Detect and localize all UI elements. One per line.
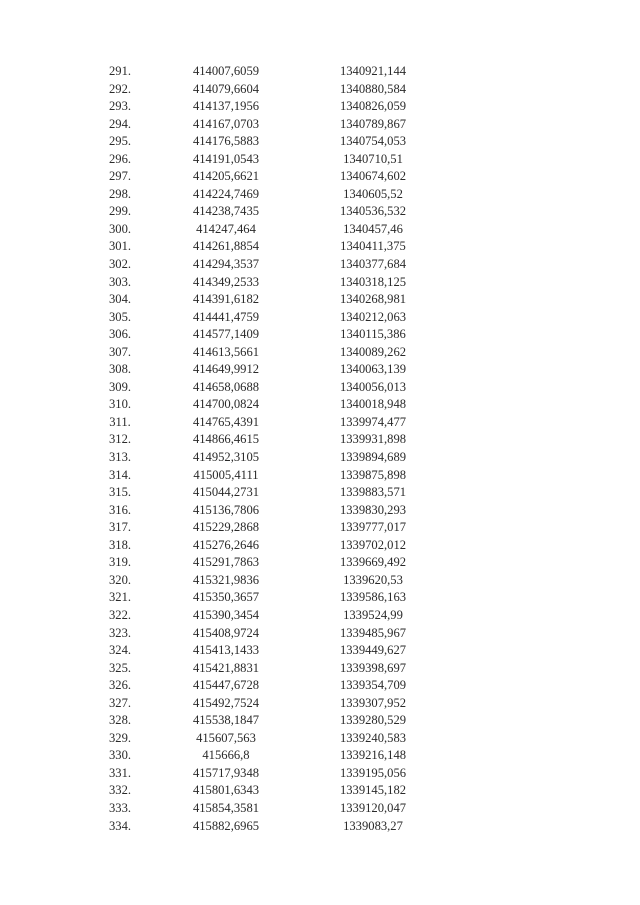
point-number-cell: 292. — [108, 81, 132, 96]
y-coordinate-cell: 1340536,532 — [339, 204, 407, 219]
table-row — [96, 660, 438, 678]
x-coordinate-cell: 414247,464 — [196, 221, 256, 236]
y-coordinate-cell: 1340710,51 — [343, 151, 403, 166]
y-coordinate-cell: 1339830,293 — [339, 502, 407, 517]
table-row — [96, 63, 438, 81]
point-number-cell: 326. — [108, 678, 132, 693]
x-coordinate-cell: 415607,563 — [196, 730, 256, 745]
x-coordinate-cell: 414205,6621 — [192, 169, 260, 184]
point-number-cell: 317. — [108, 520, 132, 535]
x-coordinate-cell: 415321,9836 — [192, 572, 260, 587]
x-coordinate-cell: 414391,6182 — [192, 292, 260, 307]
x-coordinate-cell: 415447,6728 — [192, 678, 260, 693]
y-coordinate-cell: 1340377,684 — [339, 257, 407, 272]
table-row — [96, 589, 438, 607]
table-row — [96, 625, 438, 643]
x-coordinate-cell: 415229,2868 — [192, 520, 260, 535]
x-coordinate-cell: 415801,6343 — [192, 783, 260, 798]
point-number-cell: 309. — [108, 379, 132, 394]
coordinate-table-body — [96, 63, 438, 835]
point-number-cell: 322. — [108, 607, 132, 622]
y-coordinate-cell: 1339354,709 — [339, 678, 407, 693]
table-row — [96, 467, 438, 485]
y-coordinate-cell: 1339485,967 — [339, 625, 407, 640]
x-coordinate-cell: 414079,6604 — [192, 81, 260, 96]
point-number-cell: 303. — [108, 274, 132, 289]
x-coordinate-cell: 415408,9724 — [192, 625, 260, 640]
table-row — [96, 484, 438, 502]
point-number-cell: 300. — [108, 221, 132, 236]
point-number-cell: 313. — [108, 450, 132, 465]
x-coordinate-cell: 414294,3537 — [192, 257, 260, 272]
point-number-cell: 333. — [108, 800, 132, 815]
point-number-cell: 332. — [108, 783, 132, 798]
point-number-cell: 331. — [108, 765, 132, 780]
table-row — [96, 256, 438, 274]
y-coordinate-cell: 1339883,571 — [339, 485, 407, 500]
point-number-cell: 305. — [108, 309, 132, 324]
y-coordinate-cell: 1339449,627 — [339, 643, 407, 658]
point-number-cell: 315. — [108, 485, 132, 500]
x-coordinate-cell: 415390,3454 — [192, 607, 260, 622]
point-number-cell: 297. — [108, 169, 132, 184]
x-coordinate-cell: 415666,8 — [202, 748, 250, 763]
y-coordinate-cell: 1340089,262 — [339, 344, 407, 359]
point-number-cell: 327. — [108, 695, 132, 710]
y-coordinate-cell: 1339524,99 — [343, 607, 403, 622]
table-row — [96, 361, 438, 379]
x-coordinate-cell: 414866,4615 — [192, 432, 260, 447]
y-coordinate-cell: 1339894,689 — [339, 450, 407, 465]
table-row — [96, 133, 438, 151]
table-row — [96, 712, 438, 730]
y-coordinate-cell: 1339240,583 — [339, 730, 407, 745]
y-coordinate-cell: 1339702,012 — [339, 537, 407, 552]
point-number-cell: 312. — [108, 432, 132, 447]
table-row — [96, 782, 438, 800]
table-row — [96, 326, 438, 344]
point-number-cell: 295. — [108, 134, 132, 149]
table-row — [96, 431, 438, 449]
point-number-cell: 314. — [108, 467, 132, 482]
point-number-cell: 319. — [108, 555, 132, 570]
point-number-cell: 308. — [108, 362, 132, 377]
point-number-cell: 311. — [109, 414, 131, 429]
table-row — [96, 677, 438, 695]
x-coordinate-cell: 415413,1433 — [192, 643, 260, 658]
x-coordinate-cell: 415350,3657 — [192, 590, 260, 605]
table-row — [96, 81, 438, 99]
x-coordinate-cell: 414613,5661 — [192, 344, 260, 359]
x-coordinate-cell: 415854,3581 — [192, 800, 260, 815]
table-row — [96, 186, 438, 204]
y-coordinate-cell: 1340268,981 — [339, 292, 407, 307]
x-coordinate-cell: 414658,0688 — [192, 379, 260, 394]
y-coordinate-cell: 1340826,059 — [339, 99, 407, 114]
y-coordinate-cell: 1339620,53 — [343, 572, 403, 587]
y-coordinate-cell: 1339216,148 — [339, 748, 407, 763]
y-coordinate-cell: 1340115,386 — [340, 327, 406, 342]
point-number-cell: 310. — [108, 397, 132, 412]
y-coordinate-cell: 1339586,163 — [339, 590, 407, 605]
table-row — [96, 116, 438, 134]
y-coordinate-cell: 1340880,584 — [339, 81, 407, 96]
table-row — [96, 572, 438, 590]
table-row — [96, 800, 438, 818]
table-row — [96, 765, 438, 783]
point-number-cell: 301. — [108, 239, 132, 254]
point-number-cell: 296. — [108, 151, 132, 166]
table-row — [96, 414, 438, 432]
y-coordinate-cell: 1340605,52 — [343, 186, 403, 201]
y-coordinate-cell: 1340674,602 — [339, 169, 407, 184]
table-row — [96, 98, 438, 116]
x-coordinate-cell: 414441,4759 — [192, 309, 260, 324]
x-coordinate-cell: 415276,2646 — [192, 537, 260, 552]
x-coordinate-cell: 415492,7524 — [192, 695, 260, 710]
y-coordinate-cell: 1339145,182 — [339, 783, 407, 798]
x-coordinate-cell: 414167,0703 — [192, 116, 260, 131]
table-row — [96, 519, 438, 537]
table-row — [96, 642, 438, 660]
x-coordinate-cell: 414649,9912 — [192, 362, 260, 377]
x-coordinate-cell: 415717,9348 — [192, 765, 260, 780]
x-coordinate-cell: 414349,2533 — [192, 274, 260, 289]
point-number-cell: 291. — [108, 64, 132, 78]
y-coordinate-cell: 1339307,952 — [339, 695, 407, 710]
x-coordinate-cell: 415291,7863 — [192, 555, 260, 570]
table-row — [96, 730, 438, 748]
y-coordinate-cell: 1340789,867 — [339, 116, 407, 131]
x-coordinate-cell: 414238,7435 — [192, 204, 260, 219]
y-coordinate-cell: 1340411,375 — [340, 239, 406, 254]
y-coordinate-cell: 1340018,948 — [339, 397, 407, 412]
x-coordinate-cell: 415421,8831 — [192, 660, 260, 675]
y-coordinate-cell: 1340457,46 — [343, 221, 403, 236]
table-row — [96, 221, 438, 239]
table-row — [96, 168, 438, 186]
x-coordinate-cell: 415044,2731 — [192, 485, 260, 500]
table-row — [96, 238, 438, 256]
y-coordinate-cell: 1339195,056 — [339, 765, 407, 780]
table-row — [96, 537, 438, 555]
point-number-cell: 294. — [108, 116, 132, 131]
x-coordinate-cell: 414765,4391 — [192, 414, 260, 429]
x-coordinate-cell: 414700,0824 — [192, 397, 260, 412]
table-row — [96, 151, 438, 169]
x-coordinate-cell: 415136,7806 — [192, 502, 260, 517]
y-coordinate-cell: 1339083,27 — [343, 818, 403, 833]
point-number-cell: 306. — [108, 327, 132, 342]
y-coordinate-cell: 1339777,017 — [339, 520, 407, 535]
y-coordinate-cell: 1339280,529 — [339, 713, 407, 728]
table-row — [96, 274, 438, 292]
point-number-cell: 325. — [108, 660, 132, 675]
table-row — [96, 554, 438, 572]
table-row — [96, 309, 438, 327]
point-number-cell: 334. — [108, 818, 132, 833]
x-coordinate-cell: 414224,7469 — [192, 186, 260, 201]
y-coordinate-cell: 1339974,477 — [339, 414, 407, 429]
y-coordinate-cell: 1340056,013 — [339, 379, 407, 394]
point-number-cell: 304. — [108, 292, 132, 307]
x-coordinate-cell: 414137,1956 — [192, 99, 260, 114]
table-row — [96, 291, 438, 309]
point-number-cell: 318. — [108, 537, 132, 552]
table-row — [96, 502, 438, 520]
x-coordinate-cell: 414952,3105 — [192, 450, 260, 465]
table-row — [96, 747, 438, 765]
x-coordinate-cell: 415005,4111 — [193, 467, 259, 482]
table-row — [96, 818, 438, 836]
table-row — [96, 396, 438, 414]
coordinate-table — [96, 63, 438, 835]
point-number-cell: 329. — [108, 730, 132, 745]
table-row — [96, 695, 438, 713]
y-coordinate-cell: 1340212,063 — [339, 309, 407, 324]
table-row — [96, 449, 438, 467]
y-coordinate-cell: 1339931,898 — [339, 432, 407, 447]
x-coordinate-cell: 414191,0543 — [192, 151, 260, 166]
point-number-cell: 330. — [108, 748, 132, 763]
table-row — [96, 344, 438, 362]
point-number-cell: 307. — [108, 344, 132, 359]
point-number-cell: 328. — [108, 713, 132, 728]
x-coordinate-cell: 415882,6965 — [192, 818, 260, 833]
y-coordinate-cell: 1339669,492 — [339, 555, 407, 570]
x-coordinate-cell: 414007,6059 — [192, 64, 260, 78]
point-number-cell: 316. — [108, 502, 132, 517]
point-number-cell: 293. — [108, 99, 132, 114]
table-row — [96, 203, 438, 221]
point-number-cell: 323. — [108, 625, 132, 640]
point-number-cell: 320. — [108, 572, 132, 587]
y-coordinate-cell: 1340921,144 — [339, 64, 407, 78]
x-coordinate-cell: 415538,1847 — [192, 713, 260, 728]
x-coordinate-cell: 414261,8854 — [192, 239, 260, 254]
x-coordinate-cell: 414577,1409 — [192, 327, 260, 342]
y-coordinate-cell: 1339120,047 — [339, 800, 407, 815]
y-coordinate-cell: 1340754,053 — [339, 134, 407, 149]
table-row — [96, 379, 438, 397]
point-number-cell: 298. — [108, 186, 132, 201]
x-coordinate-cell: 414176,5883 — [192, 134, 260, 149]
point-number-cell: 299. — [108, 204, 132, 219]
y-coordinate-cell: 1339398,697 — [339, 660, 407, 675]
point-number-cell: 324. — [108, 643, 132, 658]
y-coordinate-cell: 1339875,898 — [339, 467, 407, 482]
point-number-cell: 302. — [108, 257, 132, 272]
y-coordinate-cell: 1340063,139 — [339, 362, 407, 377]
table-row — [96, 607, 438, 625]
point-number-cell: 321. — [108, 590, 132, 605]
y-coordinate-cell: 1340318,125 — [339, 274, 407, 289]
